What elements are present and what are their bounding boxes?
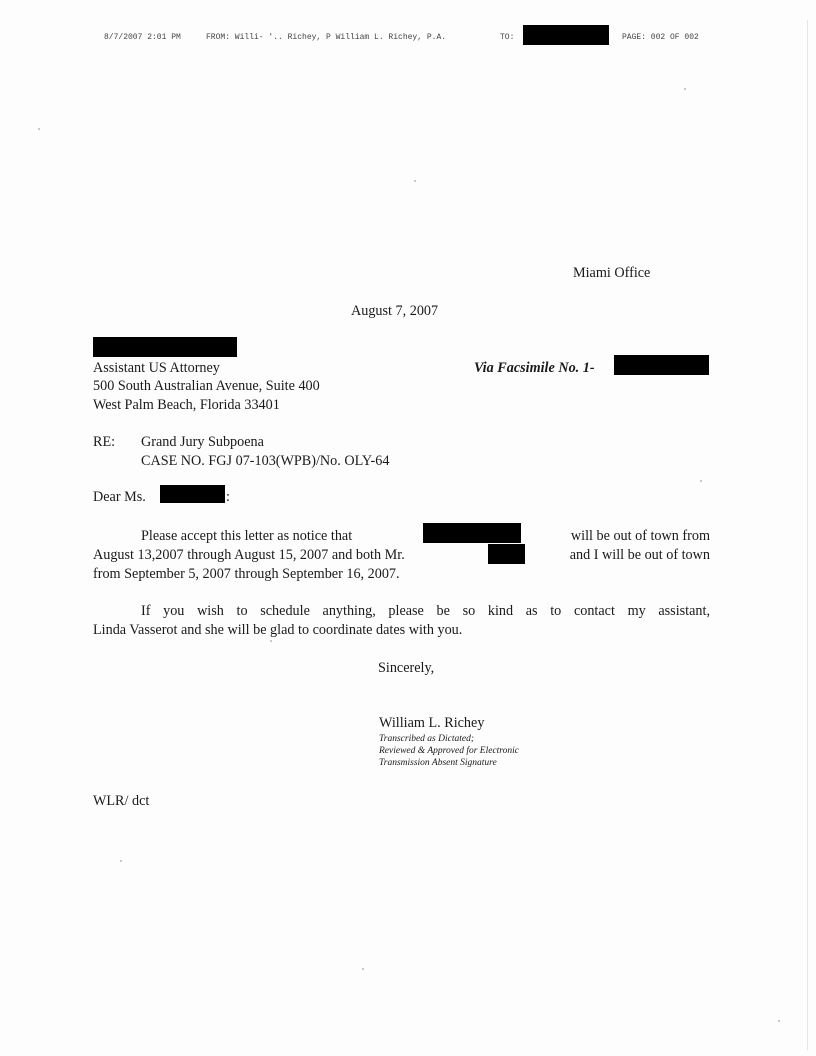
redaction-body-name [423,523,521,543]
re-case-number: CASE NO. FGJ 07-103(WPB)/No. OLY-64 [141,453,390,469]
body-p1-line1-start: Please accept this letter as notice that [141,528,353,544]
redaction-recipient-name [93,337,237,357]
recipient-address-line2: West Palm Beach, Florida 33401 [93,397,280,413]
recipient-address-line1: 500 South Australian Avenue, Suite 400 [93,378,320,394]
redaction-fax-number [614,355,709,375]
fax-header [104,33,724,47]
body-p2-line2: Linda Vasserot and she will be glad to coordinate dates with you. [93,622,463,638]
body-p1-line3: from September 5, 2007 through September 16, 2007. [93,566,400,582]
scan-speck [270,640,272,642]
via-facsimile: Via Facsimile No. 1- [474,360,595,376]
body-p1-line2-end: and I will be out of town [569,547,710,563]
office-name: Miami Office [573,265,651,281]
salutation: Dear Ms. [93,489,146,505]
recipient-title: Assistant US Attorney [93,360,220,376]
scan-speck [362,968,364,970]
body-p1-line2-start: August 13,2007 through August 15, 2007 and both Mr. [93,547,405,563]
re-subject: Grand Jury Subpoena [141,434,264,450]
fax-to: TO: [500,33,515,42]
fax-date-time: 8/7/2007 2:01 PM [104,33,181,42]
transcription-note-3: Transmission Absent Signature [379,758,497,768]
salutation-colon: : [226,489,230,505]
scan-speck [120,860,122,862]
scan-speck [38,128,40,130]
page-edge-line [807,20,808,1050]
typist-initials: WLR/ dct [93,793,150,809]
redaction-body-mr [488,544,525,564]
body-p2-line1: If you wish to schedule anything, please be so kind as to contact my assistant, [141,603,710,619]
redaction-fax-recipient [523,25,609,45]
signer-name: William L. Richey [379,715,485,731]
fax-page-count: PAGE: 002 OF 002 [622,33,699,42]
transcription-note-1: Transcribed as Dictated; [379,734,474,744]
scan-speck [414,180,416,182]
closing: Sincerely, [378,660,435,676]
re-label: RE: [93,434,116,450]
scan-speck [778,1020,780,1022]
redaction-salutation-name [160,485,225,503]
letter-date: August 7, 2007 [351,303,439,319]
fax-from: FROM: Willi- '.. Richey, P William L. Richey, P.A. [206,33,447,42]
scan-speck [684,88,686,90]
body-p1-line1-end: will be out of town from [570,528,710,544]
scan-speck [700,480,702,482]
transcription-note-2: Reviewed & Approved for Electronic [379,746,519,756]
